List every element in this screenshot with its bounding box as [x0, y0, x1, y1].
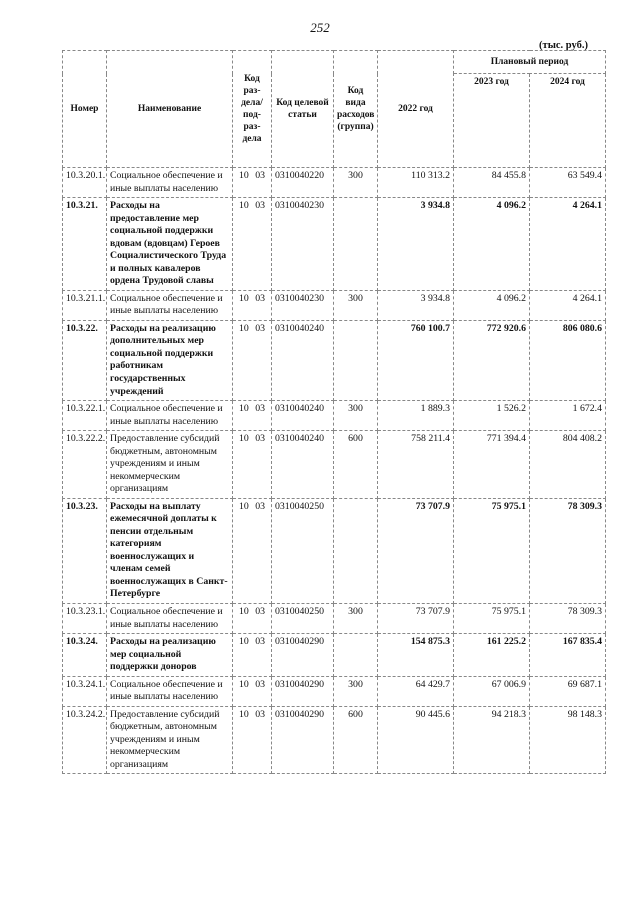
row-section-code	[233, 634, 272, 677]
row-section-code	[233, 706, 272, 774]
table-row	[63, 604, 606, 634]
row-number: 10.3.24.	[63, 634, 107, 677]
row-amount-2024: 78 309.3	[530, 498, 606, 603]
col-2023-header: 2023 год	[454, 74, 530, 168]
subsection-code: 03	[255, 678, 265, 690]
section-code: 10	[239, 708, 249, 720]
subsection-code: 03	[255, 322, 265, 334]
row-name: Расходы на выплату ежемесячной доплаты к пенсии отдельным категориям военнослужащих и членам семей военнослужащих в Санкт-Петербурге	[107, 498, 233, 603]
row-amount-2022: 64 429.7	[378, 676, 454, 706]
row-number: 10.3.21.	[63, 198, 107, 291]
section-code: 10	[239, 636, 249, 648]
row-amount-2022: 1 889.3	[378, 401, 454, 431]
table-body	[63, 168, 606, 774]
col-2024-header: 2024 год	[530, 74, 606, 168]
units-label: (тыс. руб.)	[539, 40, 588, 51]
row-expense-type	[334, 198, 378, 291]
subsection-code: 03	[255, 606, 265, 617]
row-amount-2023: 4 096.2	[454, 290, 530, 320]
row-name: Предоставление субсидий бюджетным, автономным учреждениям и иным некоммерческим организациям	[107, 706, 233, 774]
row-name: Социальное обеспечение и иные выплаты населению	[107, 290, 233, 320]
row-amount-2024: 167 835.4	[530, 634, 606, 677]
row-amount-2024: 4 264.1	[530, 198, 606, 291]
row-expense-type: 600	[334, 431, 378, 499]
row-expense-type: 300	[334, 604, 378, 634]
col-number-header: Номер	[63, 51, 107, 168]
row-amount-2022: 3 934.8	[378, 290, 454, 320]
subsection-code: 03	[255, 433, 265, 445]
table-row	[63, 168, 606, 198]
subsection-code: 03	[255, 403, 265, 415]
table-row	[63, 706, 606, 774]
row-expense-type: 600	[334, 706, 378, 774]
row-section-code	[233, 320, 272, 400]
row-amount-2023: 94 218.3	[454, 706, 530, 774]
row-name: Расходы на реализацию дополнительных мер социальной поддержки работникам государственных учреждений	[107, 320, 233, 400]
table-row	[63, 320, 606, 400]
subsection-code: 03	[255, 170, 265, 181]
row-amount-2022: 3 934.8	[378, 198, 454, 291]
row-amount-2023: 67 006.9	[454, 676, 530, 706]
table-row	[63, 198, 606, 291]
row-target-code: 0310040240	[272, 401, 334, 431]
row-amount-2023: 771 394.4	[454, 431, 530, 499]
section-code: 10	[239, 500, 249, 512]
subsection-code: 03	[255, 500, 265, 512]
row-target-code: 0310040240	[272, 431, 334, 499]
row-amount-2022: 73 707.9	[378, 604, 454, 634]
row-name: Социальное обеспечение и иные выплаты населению	[107, 676, 233, 706]
row-section-code	[233, 168, 272, 198]
row-section-code	[233, 604, 272, 634]
subsection-code: 03	[255, 636, 265, 648]
col-name-header: Наименование	[107, 51, 233, 168]
row-expense-type: 300	[334, 168, 378, 198]
row-section-code	[233, 198, 272, 291]
section-code: 10	[239, 433, 249, 445]
row-name: Социальное обеспечение и иные выплаты населению	[107, 604, 233, 634]
row-expense-type: 300	[334, 401, 378, 431]
row-amount-2023: 1 526.2	[454, 401, 530, 431]
subsection-code: 03	[255, 200, 265, 212]
row-amount-2023: 772 920.6	[454, 320, 530, 400]
header-row	[63, 51, 606, 74]
row-section-code	[233, 290, 272, 320]
row-number: 10.3.23.	[63, 498, 107, 603]
row-name: Социальное обеспечение и иные выплаты населению	[107, 401, 233, 431]
col-2022-header: 2022 год	[378, 51, 454, 168]
row-amount-2023: 84 455.8	[454, 168, 530, 198]
row-amount-2024: 806 080.6	[530, 320, 606, 400]
row-target-code: 0310040250	[272, 604, 334, 634]
table-row	[63, 498, 606, 603]
row-target-code: 0310040230	[272, 198, 334, 291]
row-name: Расходы на предоставление мер социальной поддержки вдовам (вдовцам) Героев Социалистического Труда и полных кавалеров ордена Трудовой славы	[107, 198, 233, 291]
row-amount-2023: 75 975.1	[454, 498, 530, 603]
row-target-code: 0310040290	[272, 634, 334, 677]
table-row	[63, 401, 606, 431]
table-row	[63, 634, 606, 677]
row-amount-2022: 154 875.3	[378, 634, 454, 677]
row-amount-2022: 73 707.9	[378, 498, 454, 603]
row-section-code	[233, 676, 272, 706]
row-amount-2024: 69 687.1	[530, 676, 606, 706]
page-number: 252	[310, 20, 330, 35]
col-target-header: Код целевой статьи	[272, 51, 334, 168]
col-section-header: Код раз-дела/ под-раз-дела	[233, 51, 272, 168]
row-name: Расходы на реализацию мер социальной поддержки доноров	[107, 634, 233, 677]
section-code: 10	[239, 200, 249, 212]
row-amount-2022: 760 100.7	[378, 320, 454, 400]
row-number: 10.3.20.1.	[63, 168, 107, 198]
row-target-code: 0310040290	[272, 706, 334, 774]
row-amount-2023: 161 225.2	[454, 634, 530, 677]
section-code: 10	[239, 322, 249, 334]
subsection-code: 03	[255, 708, 265, 720]
row-amount-2022: 110 313.2	[378, 168, 454, 198]
row-number: 10.3.24.1.	[63, 676, 107, 706]
row-amount-2022: 90 445.6	[378, 706, 454, 774]
row-expense-type: 300	[334, 676, 378, 706]
row-number: 10.3.23.1.	[63, 604, 107, 634]
row-target-code: 0310040230	[272, 290, 334, 320]
row-name: Предоставление субсидий бюджетным, автономным учреждениям и иным некоммерческим организациям	[107, 431, 233, 499]
planning-period-header: Плановый период	[454, 51, 606, 74]
row-target-code: 0310040220	[272, 168, 334, 198]
row-target-code: 0310040250	[272, 498, 334, 603]
row-amount-2024: 63 549.4	[530, 168, 606, 198]
section-code: 10	[239, 678, 249, 690]
row-amount-2024: 1 672.4	[530, 401, 606, 431]
row-number: 10.3.22.	[63, 320, 107, 400]
section-code: 10	[239, 606, 249, 617]
row-target-code: 0310040240	[272, 320, 334, 400]
table-row	[63, 431, 606, 499]
row-expense-type	[334, 634, 378, 677]
row-section-code	[233, 498, 272, 603]
row-section-code	[233, 401, 272, 431]
row-expense-type	[334, 498, 378, 603]
row-number: 10.3.21.1.	[63, 290, 107, 320]
row-amount-2024: 804 408.2	[530, 431, 606, 499]
row-amount-2024: 98 148.3	[530, 706, 606, 774]
row-expense-type	[334, 320, 378, 400]
table-row	[63, 676, 606, 706]
col-expense-type-header: Код вида расходов (группа)	[334, 51, 378, 168]
section-code: 10	[239, 170, 249, 181]
row-number: 10.3.24.2.	[63, 706, 107, 774]
row-target-code: 0310040290	[272, 676, 334, 706]
row-amount-2024: 78 309.3	[530, 604, 606, 634]
row-amount-2024: 4 264.1	[530, 290, 606, 320]
section-code: 10	[239, 292, 249, 304]
table-row	[63, 290, 606, 320]
row-section-code	[233, 431, 272, 499]
row-name: Социальное обеспечение и иные выплаты населению	[107, 168, 233, 198]
row-amount-2023: 75 975.1	[454, 604, 530, 634]
subsection-code: 03	[255, 292, 265, 304]
row-amount-2022: 758 211.4	[378, 431, 454, 499]
row-amount-2023: 4 096.2	[454, 198, 530, 291]
section-code: 10	[239, 403, 249, 415]
row-number: 10.3.22.1.	[63, 401, 107, 431]
budget-table	[62, 50, 606, 774]
row-expense-type: 300	[334, 290, 378, 320]
row-number: 10.3.22.2.	[63, 431, 107, 499]
